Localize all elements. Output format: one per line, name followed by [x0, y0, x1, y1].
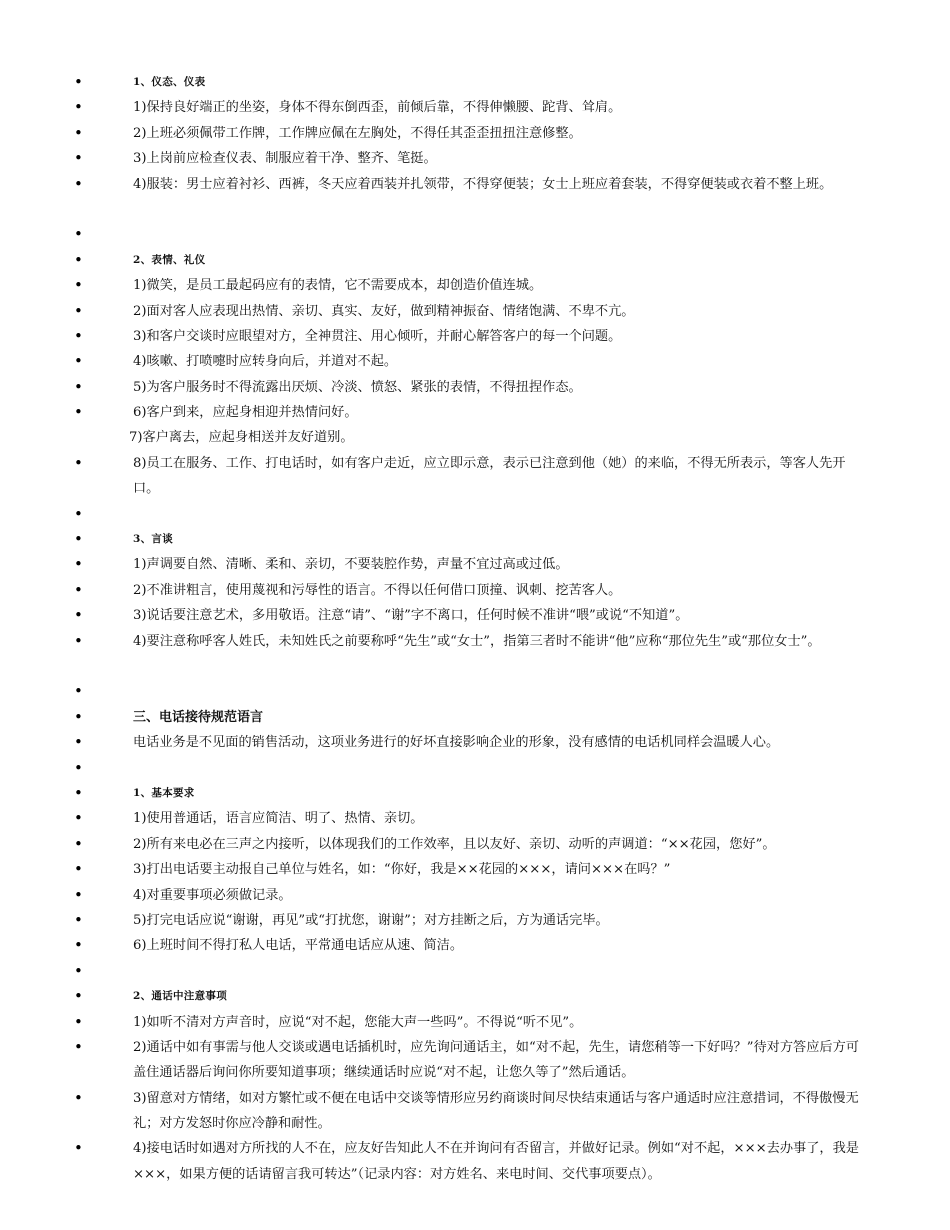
list-item: [0, 95, 950, 120]
list-item-text: 2)上班必须佩带工作牌，工作牌应佩在左胸处，不得任其歪歪扭扭注意修整。: [133, 125, 582, 141]
list-item: [0, 705, 950, 730]
section-heading: 2、通话中注意事项: [133, 990, 228, 1003]
list-item: [0, 172, 950, 223]
list-item: [0, 70, 950, 95]
bullet-icon: •: [74, 1088, 83, 1107]
list-item: [0, 578, 950, 603]
list-item-text: 1)声调要自然、清晰、柔和、亲切，不要装腔作势，声量不宜过高或过低。: [133, 557, 569, 573]
list-item: [0, 400, 950, 425]
list-item: [0, 121, 950, 146]
bullet-icon: •: [74, 783, 83, 802]
list-item: [0, 299, 950, 324]
bullet-icon: •: [74, 555, 83, 574]
list-item-text: 1)使用普通话，语言应简洁、明了、热情、亲切。: [133, 811, 424, 827]
list-item: [0, 933, 950, 958]
list-item-text: 6)上班时间不得打私人电话，平常通电话应从速、简洁。: [133, 938, 464, 954]
list-item: [0, 248, 950, 273]
bullet-icon: •: [74, 961, 83, 980]
list-item: [0, 832, 950, 857]
list-item: [0, 756, 950, 781]
list-item: [0, 629, 950, 680]
section-heading: 3、言谈: [133, 533, 174, 546]
section-heading: 1、仪态、仪表: [133, 76, 206, 88]
bullet-icon: •: [74, 326, 83, 345]
list-item-text: 4)咳嗽、打喷嚏时应转身向后，并道对不起。: [133, 354, 398, 370]
list-item-text: 1)保持良好端正的坐姿，身体不得东倒西歪，前倾后靠，不得伸懒腰、跎背、耸肩。: [133, 100, 622, 116]
list-item: [0, 222, 950, 247]
list-item-text: 6)客户到来，应起身相迎并热情问好。: [133, 405, 358, 421]
list-item-text: 2)面对客人应表现出热情、亲切、真实、友好，做到精神振奋、情绪饱满、不卑不亢。: [133, 303, 635, 319]
bullet-icon: •: [74, 631, 83, 650]
list-item-text: 2)所有来电必在三声之内接听，以体现我们的工作效率，且以友好、亲切、动听的声调道：“××花园，您好”。: [133, 836, 776, 852]
list-item-text: 5)打完电话应说“谢谢，再见”或“打扰您，谢谢”；对方挂断之后，方为通话完毕。: [133, 912, 609, 928]
list-item: [0, 603, 950, 628]
list-item: [0, 908, 950, 933]
list-item: [0, 1010, 950, 1035]
bullet-icon: •: [74, 174, 83, 193]
list-item-text: 7)客户离去，应起身相送并友好道别。: [129, 430, 354, 446]
list-item-text: 2)通话中如有事需与他人交谈或遇电话插机时，应先询问通话主，如“对不起，先生，请您稍等一下好吗？”待对方答应后方可盖住通话器后询问你所要知道事项；继续通话时应说“对不起，让您久等了”然后通话。: [133, 1039, 859, 1081]
bullet-icon: •: [74, 403, 83, 422]
bullet-icon: •: [74, 733, 83, 752]
list-item: [0, 1136, 950, 1187]
bullet-icon: •: [74, 910, 83, 929]
list-item-text: 3)上岗前应检查仪表、制服应着干净、整齐、笔挺。: [133, 151, 437, 167]
list-item-text: 2)不准讲粗言，使用蔑视和污辱性的语言。不得以任何借口顶撞、讽刺、挖苦客人。: [133, 582, 622, 598]
bullet-icon: •: [74, 1037, 83, 1056]
section-heading: 三、电话接待规范语言: [133, 709, 264, 725]
bullet-icon: •: [74, 1139, 83, 1158]
list-item: [0, 527, 950, 552]
list-item-text: 5)为客户服务时不得流露出厌烦、冷淡、愤怒、紧张的表情，不得扭捏作态。: [133, 379, 582, 395]
list-item: [0, 273, 950, 298]
list-item: [0, 857, 950, 882]
section-heading: 1、基本要求: [133, 786, 195, 799]
list-item-text: 4)要注意称呼客人姓氏，未知姓氏之前要称呼“先生”或“女士”，指第三者时不能讲“他”应称“那位先生”或“那位女士”。: [133, 633, 821, 649]
bullet-icon: •: [74, 377, 83, 396]
list-item: [0, 552, 950, 577]
bullet-icon: •: [74, 301, 83, 320]
list-item: [0, 349, 950, 374]
bullet-icon: •: [74, 276, 83, 295]
list-item: [0, 1086, 950, 1137]
bullet-icon: •: [74, 860, 83, 879]
list-item-text: 3)打出电话要主动报自己单位与姓名，如：“你好，我是××花园的×××，请问×××在吗？”: [133, 862, 671, 878]
bullet-icon: •: [74, 758, 83, 777]
document-body: [0, 70, 950, 1187]
bullet-icon: •: [74, 834, 83, 853]
list-item-text: 8)员工在服务、工作、打电话时，如有客户走近，应立即示意，表示已注意到他（她）的来临，不得无所表示，等客人先开口。: [133, 455, 846, 497]
list-item-text: 3)和客户交谈时应眼望对方，全神贯注、用心倾听，并耐心解答客户的每一个问题。: [133, 328, 622, 344]
bullet-icon: •: [74, 936, 83, 955]
list-item: [0, 883, 950, 908]
bullet-icon: •: [74, 682, 83, 701]
bullet-icon: •: [74, 149, 83, 168]
bullet-icon: •: [74, 606, 83, 625]
bullet-icon: •: [74, 987, 83, 1006]
list-item: [0, 781, 950, 806]
list-item-text: 1)微笑，是员工最起码应有的表情，它不需要成本，却创造价值连城。: [133, 278, 543, 294]
list-item: [0, 146, 950, 171]
list-item: [0, 324, 950, 349]
list-item: [0, 679, 950, 704]
bullet-icon: •: [74, 225, 83, 244]
list-item: [0, 425, 950, 450]
bullet-icon: •: [74, 98, 83, 117]
bullet-icon: •: [74, 73, 83, 91]
list-item-text: 3)说话要注意艺术，多用敬语。注意“请”、“谢”字不离口，任何时候不准讲“喂”或说“不知道”。: [133, 608, 689, 624]
list-item: [0, 1035, 950, 1086]
bullet-icon: •: [74, 504, 83, 523]
list-item: [0, 502, 950, 527]
list-item-text: 3)留意对方情绪，如对方繁忙或不便在电话中交谈等情形应另约商谈时间尽快结束通话与客户通适时应注意措词，不得傲慢无礼；对方发怒时你应冷静和耐性。: [133, 1090, 859, 1132]
bullet-icon: •: [74, 809, 83, 828]
bullet-icon: •: [74, 352, 83, 371]
list-item-text: 4)对重要事项必须做记录。: [133, 887, 292, 903]
bullet-icon: •: [74, 530, 83, 549]
list-item: [0, 375, 950, 400]
bullet-icon: •: [74, 250, 83, 269]
bullet-icon: •: [74, 580, 83, 599]
list-item-text: 4)服装：男士应着衬衫、西裤，冬天应着西装并扎领带，不得穿便装；女士上班应着套装，不得穿便装或衣着不整上班。: [133, 176, 833, 192]
list-item-text: 4)接电话时如遇对方所找的人不在，应友好告知此人不在并询问有否留言，并做好记录。例如“对不起，×××去办事了，我是×××，如果方便的话请留言我可转达”（记录内容：对方姓名、来电时间、交代事项要点）。: [133, 1141, 859, 1182]
list-item-text: 电话业务是不见面的销售活动，这项业务进行的好坏直接影响企业的形象，没有感情的电话机同样会温暖人心。: [133, 735, 780, 751]
bullet-icon: •: [74, 885, 83, 904]
list-item-text: 1)如听不清对方声音时，应说“对不起，您能大声一些吗”。不得说“听不见”。: [133, 1014, 583, 1030]
list-item: [0, 451, 950, 502]
bullet-icon: •: [74, 453, 83, 472]
section-heading: 2、表情、礼仪: [133, 253, 206, 266]
bullet-icon: •: [74, 707, 83, 726]
list-item: [0, 959, 950, 984]
bullet-icon: •: [74, 123, 83, 142]
list-item: [0, 730, 950, 755]
bullet-icon: •: [74, 1012, 83, 1031]
list-item: [0, 806, 950, 831]
list-item: [0, 984, 950, 1009]
